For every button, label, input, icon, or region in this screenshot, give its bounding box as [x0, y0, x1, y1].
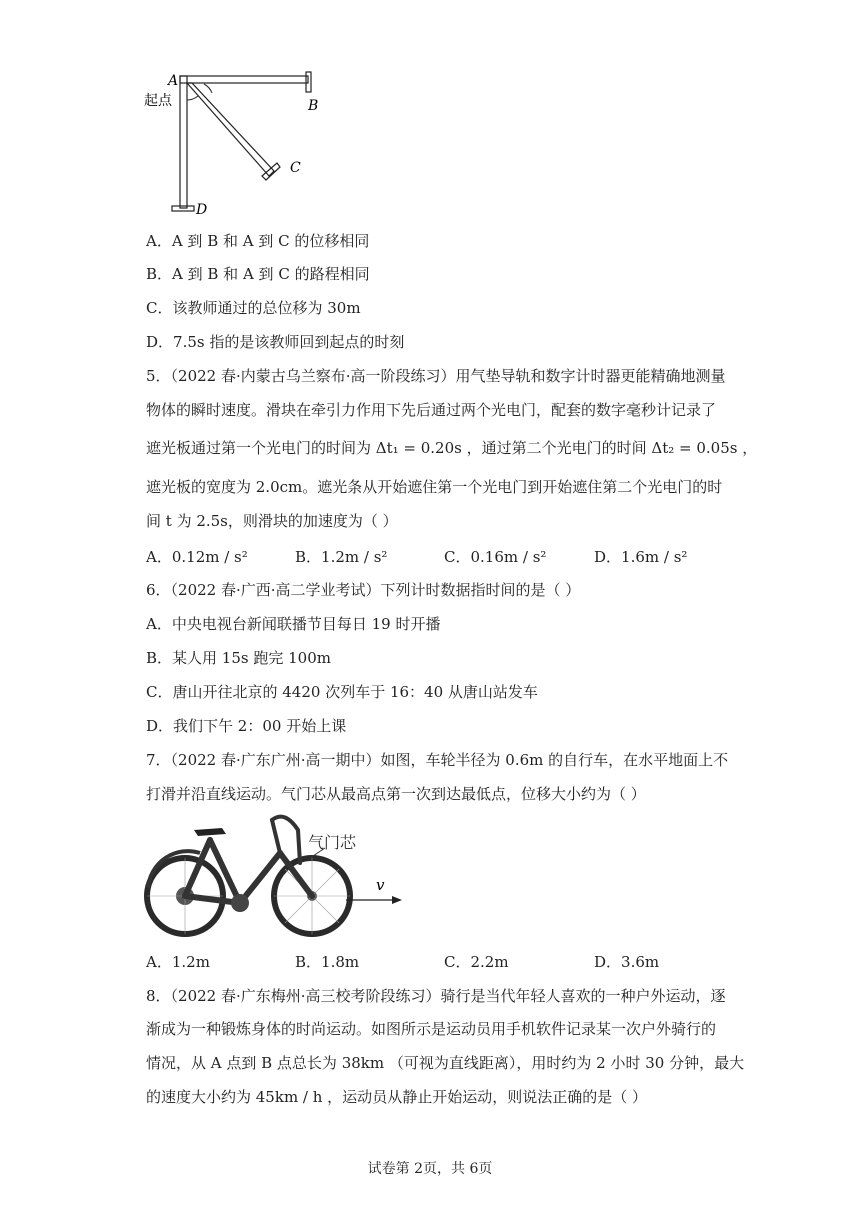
q8-stem-line-3: 情况，从 A 点到 B 点总长为 38km （可视为直线距离），用时约为 2 小时 30 分钟，最大	[146, 1054, 745, 1072]
q8-stem-line-2: 渐成为一种锻炼身体的时尚运动。如图所示是运动员用手机软件记录某一次户外骑行的	[146, 1020, 717, 1038]
q4-option-b: B．A 到 B 和 A 到 C 的路程相同	[146, 265, 370, 283]
q5-stem-line-1: 5．（2022 春·内蒙古乌兰察布·高一阶段练习）用气垫导轨和数字计时器更能精确地测量	[146, 367, 726, 385]
q4-option-c: C．该教师通过的总位移为 30m	[146, 299, 361, 317]
path-diagram	[140, 68, 340, 218]
q6-option-a: A．中央电视台新闻联播节目每日 19 时开播	[146, 615, 441, 633]
q5-stem-line-5: 间 t 为 2.5s，则滑块的加速度为（ ）	[146, 512, 398, 530]
label-b: B	[308, 98, 319, 114]
label-c: C	[290, 160, 301, 176]
q6-stem: 6．（2022 春·广西·高二学业考试）下列计时数据指时间的是（ ）	[146, 581, 581, 599]
q5-stem-line-2: 物体的瞬时速度。滑块在牵引力作用下先后通过两个光电门，配套的数字毫秒计记录了	[146, 401, 717, 419]
q5-option-b: B．1.2m / s²	[295, 548, 388, 566]
q7-option-d: D．3.6m	[594, 953, 660, 971]
q6-option-d: D．我们下午 2：00 开始上课	[146, 717, 347, 735]
q8-stem-line-4: 的速度大小约为 45km / h ，运动员从静止开始运动，则说法正确的是（ ）	[146, 1088, 647, 1106]
q5-option-c: C．0.16m / s²	[444, 548, 547, 566]
bicycle-figure	[140, 808, 410, 948]
q4-option-d: D．7.5s 指的是该教师回到起点的时刻	[146, 333, 405, 351]
valve-label: 气门芯	[308, 833, 357, 852]
q5-stem-line-4: 遮光板的宽度为 2.0cm。遮光条从开始遮住第一个光电门到开始遮住第二个光电门的时	[146, 478, 723, 496]
velocity-label: v	[376, 876, 385, 894]
q4-option-a: A．A 到 B 和 A 到 C 的位移相同	[146, 232, 370, 250]
label-a: A	[168, 73, 179, 89]
q7-stem-line-2: 打滑并沿直线运动。气门芯从最高点第一次到达最低点，位移大小约为（ ）	[146, 785, 646, 803]
q5-option-d: D．1.6m / s²	[594, 548, 688, 566]
q8-stem-line-1: 8．（2022 春·广东梅州·高三校考阶段练习）骑行是当代年轻人喜欢的一种户外运动，逐	[146, 987, 726, 1005]
q5-stem-line-3: 遮光板通过第一个光电门的时间为 Δt₁ = 0.20s ，通过第二个光电门的时间 Δt₂ = 0.05s ，	[146, 439, 758, 457]
q7-option-a: A．1.2m	[146, 953, 210, 971]
q5-option-a: A．0.12m / s²	[146, 548, 248, 566]
q6-option-b: B．某人用 15s 跑完 100m	[146, 649, 331, 667]
q7-option-b: B．1.8m	[295, 953, 360, 971]
q6-option-c: C．唐山开往北京的 4420 次列车于 16：40 从唐山站发车	[146, 683, 538, 701]
label-start: 起点	[144, 93, 172, 109]
q7-stem-line-1: 7．（2022 春·广东广州·高一期中）如图，车轮半径为 0.6m 的自行车，在水平地面上不	[146, 751, 729, 769]
label-d: D	[196, 202, 208, 218]
q7-option-c: C．2.2m	[444, 953, 509, 971]
page-footer: 试卷第 2页，共 6页	[367, 1161, 493, 1177]
